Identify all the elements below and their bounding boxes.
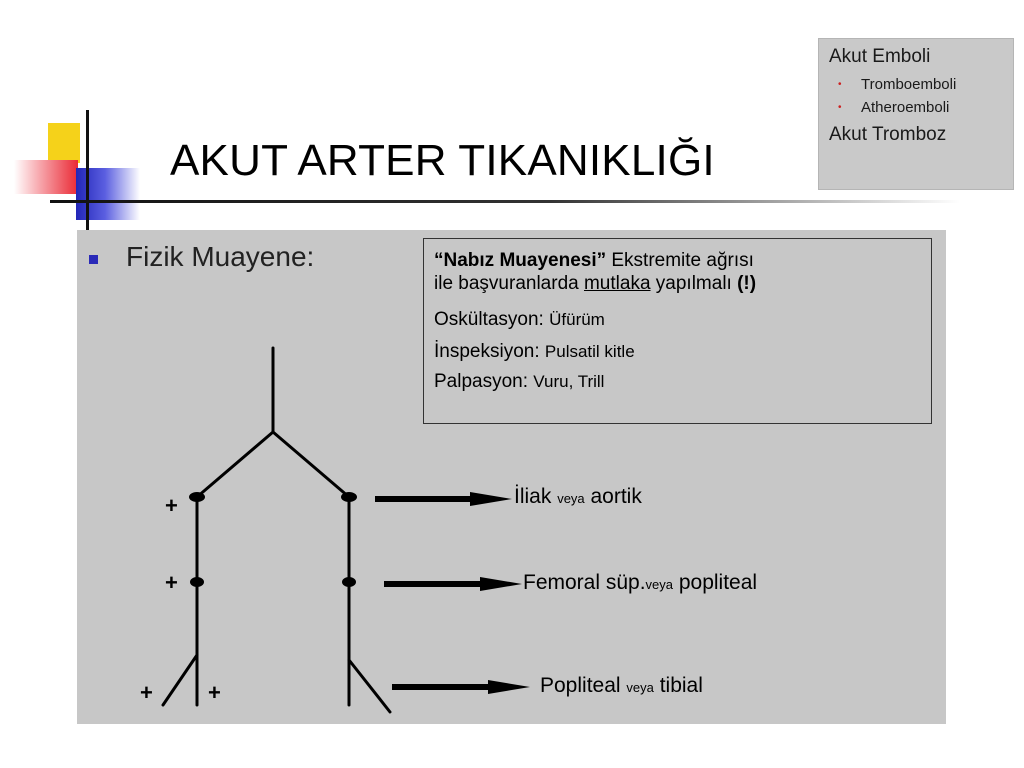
left-iliac-line (197, 432, 273, 497)
pulse-exam-line2: ile başvuranlarda mutlaka yapılmalı (!) (434, 273, 757, 294)
pulse-sign: + (165, 570, 178, 595)
right-tibial-branch (349, 660, 390, 712)
auscultation-line: Oskültasyon: Üfürüm (434, 309, 605, 330)
pulse-point (341, 492, 357, 502)
pulse-sign: + (165, 493, 178, 518)
arrow-head (488, 680, 530, 694)
bullet-icon: • (838, 102, 842, 113)
pulse-sign: + (140, 680, 153, 705)
iliac-aortic-label: İliak veya aortik (514, 485, 642, 508)
arrow-head (470, 492, 512, 506)
arrow-shaft (392, 684, 492, 690)
list-item: • Atheroemboli (829, 96, 1003, 119)
pulse-point (342, 577, 356, 587)
femoral-popliteal-label: Femoral süp.veya popliteal (523, 571, 758, 594)
emboli-heading: Akut Emboli (829, 46, 931, 67)
palpation-line: Palpasyon: Vuru, Trill (434, 371, 605, 392)
thrombosis-heading: Akut Tromboz (829, 124, 947, 145)
list-item: • Tromboemboli (829, 73, 1003, 96)
arrow-shaft (375, 496, 475, 502)
inspection-line: İnspeksiyon: Pulsatil kitle (434, 341, 635, 362)
pulse-exam-line1: “Nabız Muayenesi” Ekstremite ağrısı (434, 250, 754, 271)
slide-title: AKUT ARTER TIKANIKLIĞI (170, 136, 715, 185)
right-iliac-line (273, 432, 349, 497)
arrow-head (480, 577, 522, 591)
pulse-point (190, 577, 204, 587)
popliteal-tibial-label: Popliteal veya tibial (540, 674, 703, 697)
pulse-point (189, 492, 205, 502)
left-tibial-branch (163, 655, 197, 705)
bullet-icon: • (838, 79, 842, 90)
exam-heading: Fizik Muayene: (126, 241, 315, 272)
arrow-shaft (384, 581, 484, 587)
pulse-sign: + (208, 680, 221, 705)
